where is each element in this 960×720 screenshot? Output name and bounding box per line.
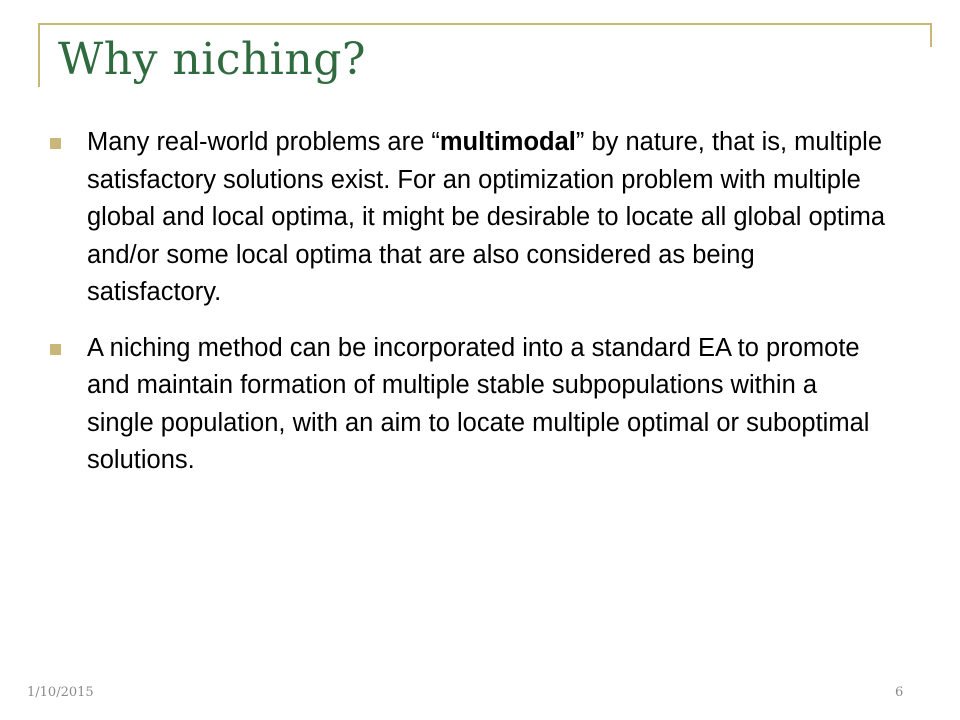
square-bullet-icon — [50, 138, 61, 149]
bullet-text-start: Many real-world problems are “ — [87, 128, 440, 156]
footer-date: 1/10/2015 — [27, 685, 94, 700]
bullet-text: A niching method can be incorporated into a standard EA to promote and maintain formation of multiple stable subpopulations within a single population, with an aim to locate multiple optimal or suboptimal solutions. — [87, 333, 870, 474]
frame-left-line — [38, 23, 40, 87]
bullet-text-end: ” by nature, that is, multiple satisfactory solutions exist. For an optimization problem with multiple global and local optima, it might be desirable to locate all global optima and/or some local optima that are also considered as being satisfactory. — [87, 128, 886, 306]
page-number: 6 — [895, 685, 904, 700]
bullet-item-niching-method — [48, 330, 888, 480]
slide-title: Why niching? — [58, 34, 366, 85]
bullet-item-multimodal — [48, 124, 888, 312]
bullet-list — [48, 124, 888, 498]
bullet-emphasis: multimodal — [439, 128, 576, 156]
square-bullet-icon — [50, 344, 61, 355]
frame-top-line — [40, 23, 932, 25]
frame-right-tick — [930, 23, 932, 47]
